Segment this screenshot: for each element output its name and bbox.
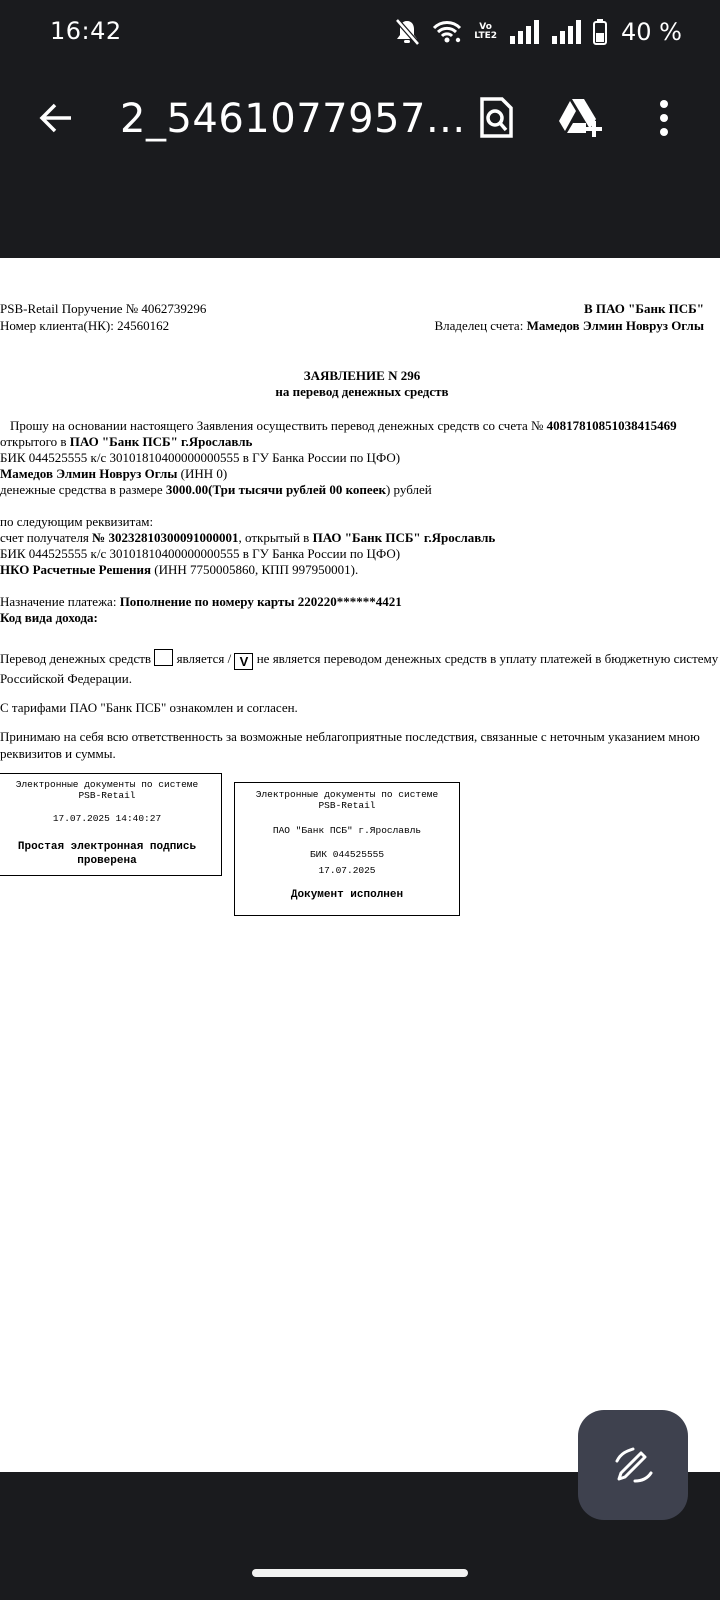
recipient-org-line — [0, 562, 358, 578]
is-budget-checkbox — [154, 649, 173, 666]
stamp1-status-line2: проверена — [77, 855, 137, 867]
stamp2-bank: ПАО "Банк ПСБ" г.Ярославль — [272, 825, 422, 836]
account-owner — [435, 317, 705, 334]
recipient-org-name: НКО Расчетные Решения — [0, 562, 151, 577]
drive-add-icon — [556, 97, 604, 139]
volte-icon — [474, 23, 497, 41]
responsibility-statement: Принимаю на себя всю ответственность за возможные неблагоприятные последствия, связанные с неточным указанием мною реквизитов и суммы. — [0, 729, 700, 761]
signal-icon — [551, 20, 581, 44]
source-bank-line — [0, 434, 252, 450]
amount-suffix: ) рублей — [385, 482, 432, 497]
requisites-intro: по следующим реквизитам: — [0, 514, 154, 529]
request-text: Прошу на основании настоящего Заявления осуществить перевод денежных средств со счета № — [10, 418, 547, 433]
opened-prefix: открытого в — [0, 434, 70, 449]
purpose-label: Назначение платежа: — [0, 594, 120, 609]
stamp1-line2: PSB-Retail — [78, 790, 136, 801]
client-line — [0, 466, 227, 482]
source-account: 40817810851038415469 — [546, 418, 677, 433]
stamp1-line1: Электронные документы по системе — [15, 779, 199, 790]
signature-stamp — [0, 773, 222, 876]
add-to-drive-button[interactable] — [552, 90, 608, 146]
stamp2-line2: PSB-Retail — [318, 800, 376, 811]
recipient-opened-prefix: , открытый в — [238, 530, 313, 545]
source-bank: ПАО "Банк ПСБ" г.Ярославль — [69, 434, 253, 449]
stamp2-date: 17.07.2025 — [318, 865, 376, 876]
title-line2: на перевод денежных средств — [275, 384, 449, 399]
document-search-icon — [476, 96, 516, 140]
stamp1-status-line1: Простая электронная подпись — [17, 841, 197, 853]
battery-percent: 40 % — [621, 18, 682, 46]
document-page[interactable] — [0, 258, 720, 1472]
client-name: Мамедов Элмин Новруз Оглы — [0, 466, 178, 481]
owner-label: Владелец счета: — [434, 318, 527, 333]
tariffs-statement: С тарифами ПАО "Банк ПСБ" ознакомлен и согласен. — [0, 700, 298, 715]
document-title — [0, 368, 720, 400]
purpose-value: Пополнение по номеру карты 220220******4421 — [119, 594, 402, 609]
recipient-no-sign: № — [92, 530, 109, 545]
budget-suffix: не является переводом денежных средств в уплату платежей в бюджетную систему Российской Федерации. — [0, 651, 719, 686]
document-header-right — [435, 300, 705, 334]
source-bik-line: БИК 044525555 к/с 30101810400000000555 в ГУ Банка России по ЦФО) — [0, 450, 401, 465]
status-icons — [394, 15, 682, 49]
recipient-org-details: (ИНН 7750005860, КПП 997950001). — [150, 562, 359, 577]
budget-prefix: Перевод денежных средств — [0, 651, 155, 666]
recipient-bank: ПАО "Банк ПСБ" г.Ярославль — [312, 530, 496, 545]
amount-value: 3000.00 — [165, 482, 209, 497]
signal-icon — [509, 20, 539, 44]
budget-statement — [0, 649, 720, 687]
edit-pen-icon — [611, 1443, 655, 1487]
bell-off-icon — [394, 18, 420, 46]
more-vert-icon — [658, 98, 670, 138]
recipient-bik-line: БИК 044525555 к/с 30101810400000000555 в ГУ Банка России по ЦФО) — [0, 546, 401, 561]
purpose-line — [0, 594, 402, 610]
volte-bottom-label: LTE2 — [474, 31, 498, 41]
bank-execution-stamp — [234, 782, 460, 916]
battery-icon — [593, 19, 607, 45]
back-arrow-icon — [38, 100, 74, 136]
recipient-account: 30232810300091000001 — [108, 530, 239, 545]
not-budget-checkbox: V — [234, 653, 253, 670]
client-inn: (ИНН 0) — [177, 466, 228, 481]
order-number: PSB-Retail Поручение № 4062739296 — [0, 301, 207, 316]
stamp2-status: Документ исполнен — [290, 889, 404, 901]
status-time: 16:42 — [50, 17, 122, 45]
stamp2-bik: БИК 044525555 — [309, 849, 385, 860]
stamp1-datetime: 17.07.2025 14:40:27 — [52, 813, 162, 824]
file-name-title: 2_5461077957... — [120, 96, 466, 142]
edit-button[interactable] — [578, 1410, 688, 1520]
stamp2-line1: Электронные документы по системе — [255, 789, 439, 800]
search-in-document-button[interactable] — [468, 90, 524, 146]
gesture-navigation-bar[interactable] — [252, 1569, 468, 1577]
title-line1: ЗАЯВЛЕНИЕ N 296 — [303, 368, 421, 383]
request-line — [10, 418, 677, 434]
wifi-icon — [432, 19, 462, 45]
volte-top-label: Vo — [479, 22, 492, 32]
addressee: В ПАО "Банк ПСБ" — [584, 301, 704, 316]
recipient-account-prefix: счет получателя — [0, 530, 93, 545]
more-options-button[interactable] — [636, 90, 692, 146]
budget-is-label: является / — [173, 651, 235, 666]
amount-words: (Три тысячи рублей 00 копеек — [208, 482, 386, 497]
client-number: Номер клиента(НК): 24560162 — [0, 318, 170, 333]
status-bar — [0, 0, 720, 64]
document-header-left — [0, 300, 206, 334]
recipient-account-line — [0, 530, 495, 546]
income-code-label: Код вида дохода: — [0, 610, 98, 625]
owner-name: Мамедов Элмин Новруз Оглы — [526, 318, 704, 333]
back-button[interactable] — [30, 92, 82, 144]
app-bar — [0, 64, 720, 194]
amount-prefix: денежные средства в размере — [0, 482, 166, 497]
amount-line — [0, 482, 432, 498]
